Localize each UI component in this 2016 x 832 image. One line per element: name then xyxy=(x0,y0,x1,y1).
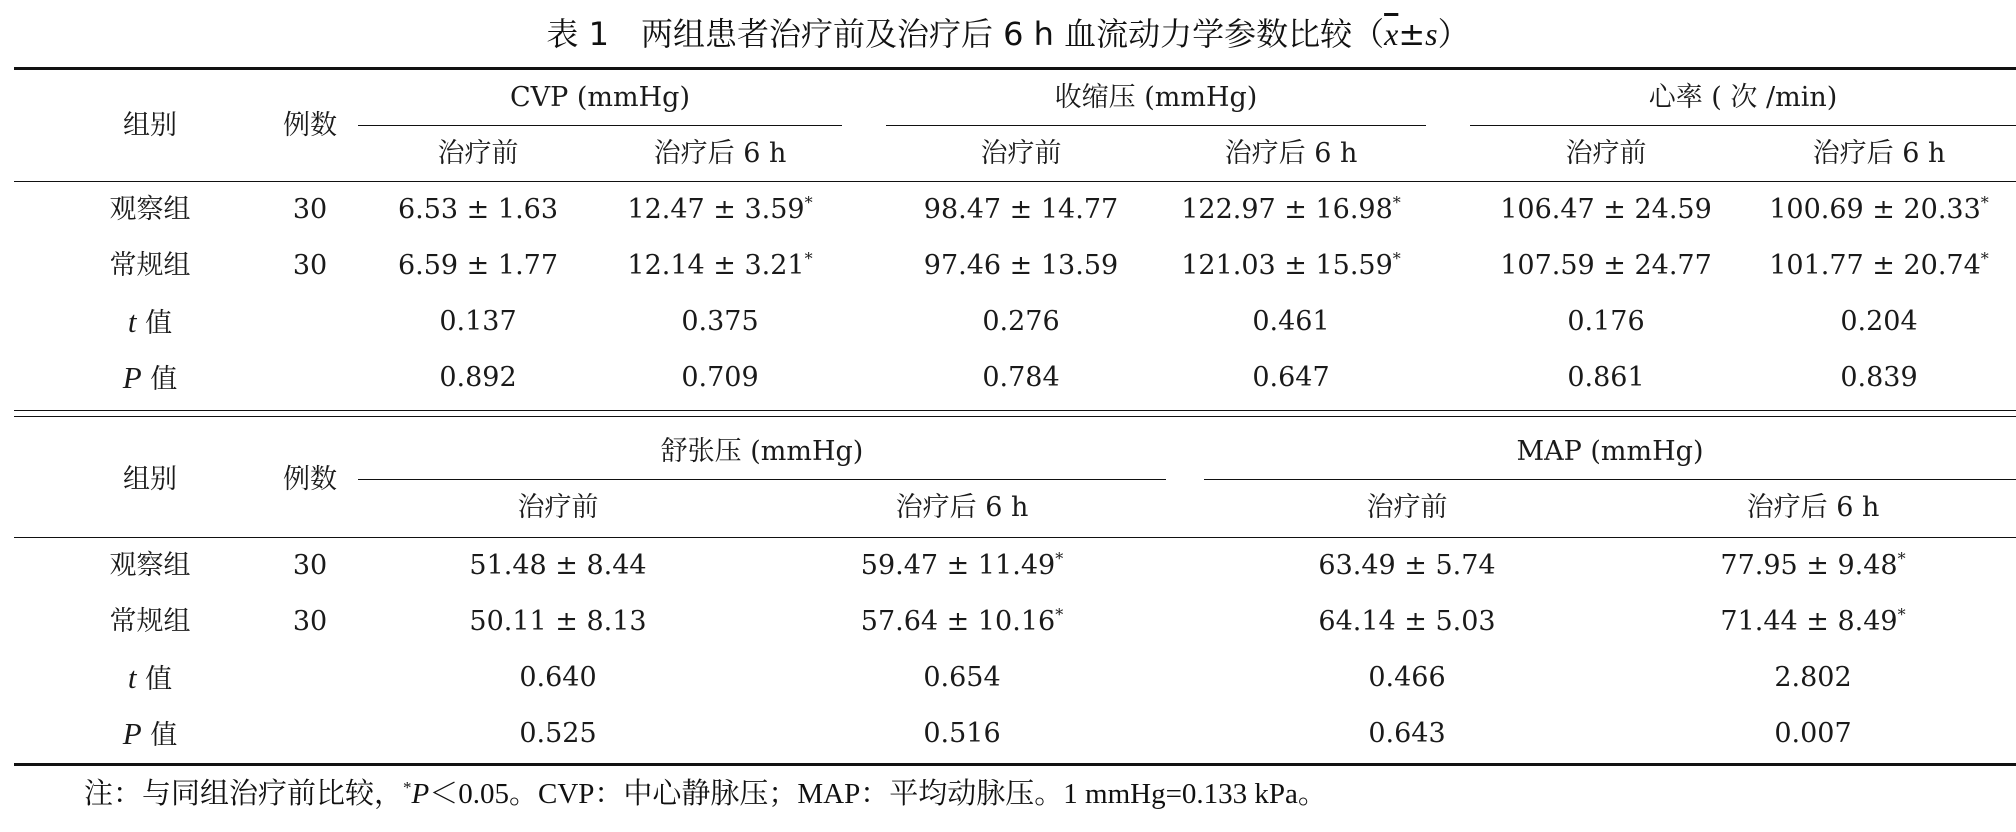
table1-row-label: 常规组 xyxy=(109,250,191,281)
table2-cell: 0.007 xyxy=(1774,718,1852,749)
table2-cell: 71.44 ± 8.49* xyxy=(1720,605,1906,637)
table2-cell: 64.14 ± 5.03 xyxy=(1318,606,1496,637)
table1-cell: 107.59 ± 24.77 xyxy=(1500,250,1712,281)
table2-cell: 50.11 ± 8.13 xyxy=(469,606,647,637)
table1-sub-hr-after: 治疗后 6 h xyxy=(1812,138,1946,169)
table1-cell: 0.176 xyxy=(1567,306,1645,337)
table1-cell: 0.461 xyxy=(1252,306,1330,337)
table1-cell: 0.276 xyxy=(982,306,1060,337)
title-sd-symbol: s xyxy=(1425,16,1438,52)
table1-cell: 0.709 xyxy=(681,362,759,393)
table1-sub-cvp-before: 治疗前 xyxy=(437,138,519,169)
table2-bottom-rule xyxy=(14,763,2016,766)
table2-row-label-t: t 值 xyxy=(127,660,173,695)
table1-cell: 97.46 ± 13.59 xyxy=(923,250,1119,281)
title-suffix: ） xyxy=(1437,15,1470,53)
table1-header-n: 例数 xyxy=(283,110,337,141)
title-mean-symbol: $\overline{x}$ xyxy=(1384,16,1399,52)
table1-row-n: 30 xyxy=(292,194,328,225)
table-separator-rule-bottom xyxy=(14,416,2016,417)
table2-cell: 57.64 ± 10.16* xyxy=(860,605,1064,637)
table1-sub-cvp-after: 治疗后 6 h xyxy=(653,138,787,169)
table2-header-group: 组别 xyxy=(123,464,177,495)
table1-cell: 106.47 ± 24.59 xyxy=(1500,194,1712,225)
table2-row-label: 观察组 xyxy=(109,550,191,581)
table1-cell: 6.53 ± 1.63 xyxy=(397,194,559,225)
table2-cell: 77.95 ± 9.48* xyxy=(1720,549,1906,581)
table2-cell: 0.516 xyxy=(923,718,1001,749)
table2-row-n: 30 xyxy=(292,550,328,581)
table2-group-map: MAP (mmHg) xyxy=(1516,436,1704,467)
table2-row-label-p: P 值 xyxy=(122,716,178,751)
table2-cell: 59.47 ± 11.49* xyxy=(860,549,1064,581)
table2-row-n: 30 xyxy=(292,606,328,637)
table2-group-dbp: 舒张压 (mmHg) xyxy=(660,436,864,467)
table1-cell: 12.47 ± 3.59* xyxy=(627,193,813,225)
table1-cell: 100.69 ± 20.33* xyxy=(1769,193,1989,225)
table1-cell: 122.97 ± 16.98* xyxy=(1181,193,1401,225)
table2-cell: 0.643 xyxy=(1368,718,1446,749)
table1-cell: 0.647 xyxy=(1252,362,1330,393)
table1-cell: 0.137 xyxy=(439,306,517,337)
table1-cell: 0.784 xyxy=(982,362,1060,393)
table1-sub-sbp-after: 治疗后 6 h xyxy=(1224,138,1358,169)
table2-cell: 0.525 xyxy=(519,718,597,749)
table1-group-hr: 心率 ( 次 /min) xyxy=(1648,82,1838,113)
table2-row-label: 常规组 xyxy=(109,606,191,637)
table2-header-n: 例数 xyxy=(283,464,337,495)
table2-cell: 0.640 xyxy=(519,662,597,693)
table1-cell: 98.47 ± 14.77 xyxy=(923,194,1119,225)
table1-cell: 0.839 xyxy=(1840,362,1918,393)
table1-cell: 0.204 xyxy=(1840,306,1918,337)
table1-sub-hr-before: 治疗前 xyxy=(1565,138,1647,169)
table1-cell: 0.375 xyxy=(681,306,759,337)
table2-sub-dbp-before: 治疗前 xyxy=(517,492,599,523)
table1-cell: 0.892 xyxy=(439,362,517,393)
table2-cell: 0.654 xyxy=(923,662,1001,693)
table1-row-label: 观察组 xyxy=(109,194,191,225)
table1-row-label-t: t 值 xyxy=(127,304,173,339)
title-prefix: 表 1 两组患者治疗前及治疗后 6 h 血流动力学参数比较（ xyxy=(546,15,1385,53)
title-pm-symbol: ± xyxy=(1398,15,1426,53)
table1-row-label-p: P 值 xyxy=(122,360,178,395)
table1-row-n: 30 xyxy=(292,250,328,281)
table1-sub-sbp-before: 治疗前 xyxy=(980,138,1062,169)
table1-cell: 101.77 ± 20.74* xyxy=(1769,249,1989,281)
table2-sub-map-before: 治疗前 xyxy=(1366,492,1448,523)
table1-group-sbp: 收缩压 (mmHg) xyxy=(1054,82,1258,113)
table2-cell: 2.802 xyxy=(1774,662,1852,693)
table2-sub-dbp-after: 治疗后 6 h xyxy=(895,492,1029,523)
table-separator-rule-top xyxy=(14,410,2016,411)
table2-cell: 63.49 ± 5.74 xyxy=(1318,550,1496,581)
table1-cell: 12.14 ± 3.21* xyxy=(627,249,813,281)
table2-cell: 51.48 ± 8.44 xyxy=(469,550,647,581)
table1-cell: 121.03 ± 15.59* xyxy=(1181,249,1401,281)
table-footnote: 注：与同组治疗前比较，*P＜0.05。CVP：中心静脉压；MAP：平均动脉压。1 mmHg=0.133 kPa。 xyxy=(84,778,1327,810)
table1-header-group: 组别 xyxy=(123,110,177,141)
table1-group-cvp: CVP (mmHg) xyxy=(509,82,690,113)
table1-cell: 6.59 ± 1.77 xyxy=(397,250,559,281)
table2-sub-map-after: 治疗后 6 h xyxy=(1746,492,1880,523)
table2-cell: 0.466 xyxy=(1368,662,1446,693)
table-title xyxy=(0,8,2016,60)
table1-cell: 0.861 xyxy=(1567,362,1645,393)
